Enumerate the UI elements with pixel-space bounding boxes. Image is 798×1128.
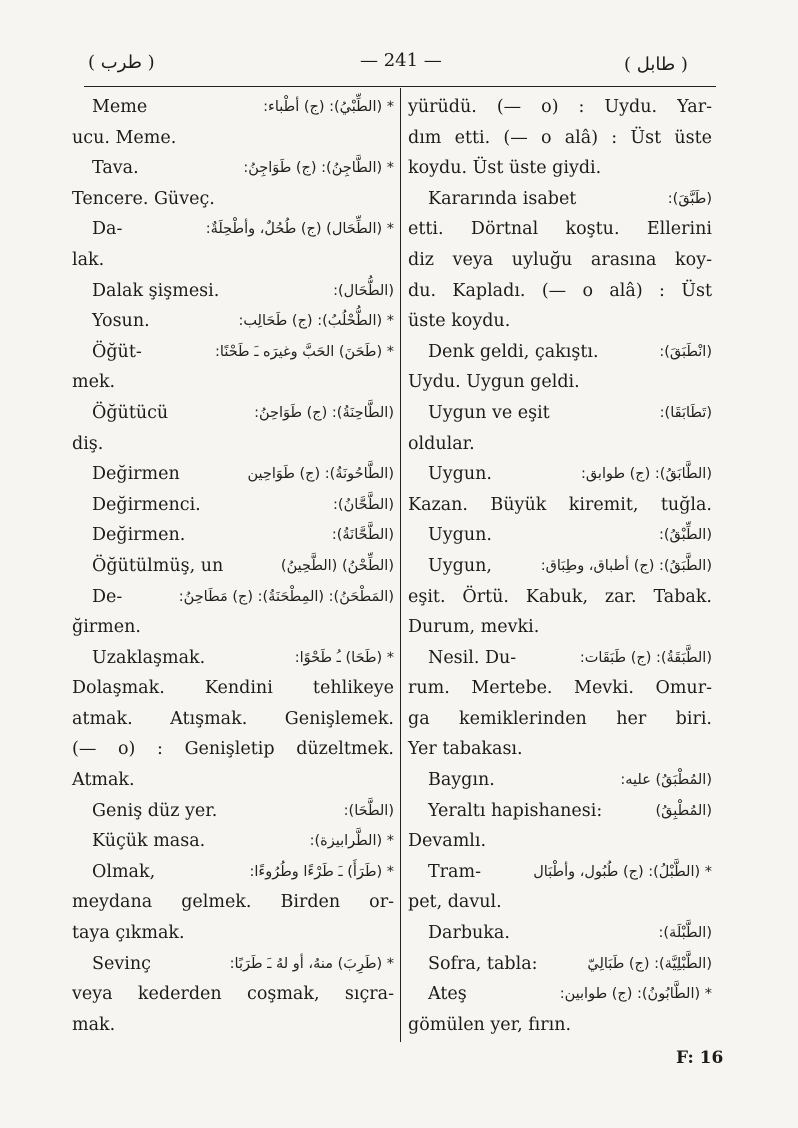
turkish-text: Meme [92, 97, 148, 117]
dictionary-line [72, 337, 394, 368]
turkish-text: Atmak. [72, 770, 135, 791]
dictionary-line [72, 429, 394, 460]
turkish-text: Değirmen. [92, 525, 186, 546]
arabic-headword: * (الطِّحَال) (ج) طُحُلٌ، وأطْحِلَةٌ: [205, 221, 394, 238]
turkish-text: Değirmen [92, 464, 180, 485]
turkish-text: Öğüt- [92, 341, 142, 362]
turkish-text: Uygun ve eşit [428, 402, 550, 423]
turkish-text: veya kederden coşmak, sıçra- [72, 984, 394, 1005]
arabic-headword: (طَبَّقَ): [667, 190, 712, 207]
dictionary-line [408, 276, 712, 307]
arabic-headword: (الطُّحَال): [333, 282, 394, 299]
turkish-text: Denk geldi, çakıştı. [428, 341, 599, 362]
turkish-text: Dolaşmak. Kendini tehlikeye [72, 678, 394, 699]
turkish-text: Yer tabakası. [408, 739, 523, 760]
dictionary-line [72, 367, 394, 398]
dictionary-line [72, 490, 394, 521]
dictionary-line [408, 612, 712, 643]
turkish-text: rum. Mertebe. Mevki. Omur- [408, 678, 712, 699]
turkish-text: eşit. Örtü. Kabuk, zar. Tabak. [408, 586, 712, 607]
dictionary-line [72, 857, 394, 888]
turkish-text: Kazan. Büyük kiremit, tuğla. [408, 494, 712, 515]
arabic-headword: * (الطَّابُونُ): (ج) طوابين: [559, 986, 712, 1003]
turkish-text: du. Kapladı. (— o alâ) : Üst [408, 280, 712, 301]
left-column [72, 92, 394, 1040]
dictionary-line [408, 826, 712, 857]
dictionary-line [408, 887, 712, 918]
turkish-text: Uzaklaşmak. [92, 647, 206, 668]
turkish-text: Baygın. [428, 770, 495, 791]
arabic-headword: (الطَّاحُونَةُ): (ج) طَوَاحِين [247, 466, 394, 483]
printer-signature: F: 16 [676, 1048, 724, 1068]
dictionary-line [72, 459, 394, 490]
page-header [0, 48, 798, 78]
turkish-text: Darbuka. [428, 923, 510, 944]
arabic-headword: (المُطْبَقُ) عليه: [620, 772, 712, 789]
dictionary-line [72, 245, 394, 276]
dictionary-line [72, 887, 394, 918]
turkish-text: Ateş [428, 984, 467, 1005]
turkish-text: Durum, mevki. [408, 617, 540, 638]
dictionary-line [72, 123, 394, 154]
dictionary-line [72, 92, 394, 123]
dictionary-line [72, 949, 394, 980]
dictionary-line [408, 918, 712, 949]
arabic-headword: (الطَّحَّانُ): [333, 496, 394, 513]
turkish-text: Dalak şişmesi. [92, 280, 220, 301]
dictionary-line [408, 306, 712, 337]
dictionary-line [408, 214, 712, 245]
dictionary-line [72, 520, 394, 551]
turkish-text: etti. Dörtnal koştu. Ellerini [408, 219, 712, 240]
turkish-text: mak. [72, 1014, 116, 1035]
arabic-headword: * (طَحَا) ـُ طَحْوًا: [294, 649, 394, 666]
turkish-text: Sofra, tabla: [428, 953, 538, 974]
dictionary-line [72, 734, 394, 765]
turkish-text: gömülen yer, fırın. [408, 1014, 572, 1035]
dictionary-line [72, 184, 394, 215]
turkish-text: ga kemiklerinden her biri. [408, 708, 712, 729]
turkish-text: diş. [72, 433, 104, 454]
turkish-text: De- [92, 586, 123, 607]
arabic-headword: * (الطُّحْلُبُ): (ج) طَحَالِب: [238, 313, 394, 330]
turkish-text: Öğütücü [92, 402, 169, 423]
dictionary-line [72, 918, 394, 949]
page-number: — 241 — [360, 50, 442, 71]
dictionary-line [408, 459, 712, 490]
dictionary-line [72, 276, 394, 307]
dictionary-line [408, 949, 712, 980]
dictionary-line [72, 306, 394, 337]
turkish-text: atmak. Atışmak. Genişlemek. [72, 708, 394, 729]
turkish-text: ğirmen. [72, 617, 141, 638]
turkish-text: üste koydu. [408, 311, 511, 332]
turkish-text: yürüdü. (— o) : Uydu. Yar- [408, 97, 712, 117]
dictionary-line [408, 796, 712, 827]
dictionary-line [408, 673, 712, 704]
arabic-headword: (الطَّحَّانَةُ): [331, 527, 394, 544]
dictionary-line [72, 765, 394, 796]
arabic-headword: * (طَرِبَ) منهُ، أو لهُ ـَ طَرَبًا: [229, 955, 394, 972]
arabic-headword: (الطَّبْلَة): [658, 925, 712, 942]
turkish-text: Uydu. Uygun geldi. [408, 372, 580, 393]
dictionary-line [72, 153, 394, 184]
turkish-text: lak. [72, 249, 105, 270]
turkish-text: ucu. Meme. [72, 127, 177, 148]
dictionary-line [408, 857, 712, 888]
turkish-text: taya çıkmak. [72, 923, 185, 944]
dictionary-line [408, 123, 712, 154]
dictionary-line [408, 398, 712, 429]
dictionary-line [408, 765, 712, 796]
dictionary-line [408, 490, 712, 521]
dictionary-line [72, 398, 394, 429]
dictionary-line [72, 582, 394, 613]
arabic-headword: * (الطَّرابيزة): [309, 833, 394, 850]
dictionary-line [408, 643, 712, 674]
turkish-text: Öğütülmüş, un [92, 555, 224, 576]
dictionary-line [408, 520, 712, 551]
turkish-text: Tava. [92, 158, 139, 179]
arabic-headword: (الطَّحَا): [343, 802, 394, 819]
header-left-keyword: ( طرب ) [88, 52, 155, 73]
turkish-text: mek. [72, 372, 116, 393]
header-right-keyword: ( طابل ) [624, 54, 688, 75]
dictionary-line [72, 796, 394, 827]
arabic-headword: (المَطْحَنُ): (المِطْحَنَةُ): (ج) مَطَاحِنُ: [178, 588, 394, 605]
turkish-text: Uygun. [428, 464, 492, 485]
turkish-text: Olmak, [92, 861, 156, 882]
turkish-text: Yosun. [92, 311, 150, 332]
turkish-text: Devamlı. [408, 831, 487, 852]
dictionary-line [72, 704, 394, 735]
dictionary-line [408, 582, 712, 613]
turkish-text: Yeraltı hapishanesi: [428, 800, 603, 821]
dictionary-line [408, 367, 712, 398]
arabic-headword: (المُطْبِقُ) [655, 802, 712, 819]
dictionary-line [72, 551, 394, 582]
dictionary-line [72, 643, 394, 674]
turkish-text: koydu. Üst üste giydi. [408, 158, 602, 179]
arabic-headword: * (طَحَنَ) الحَبَّ وغيرَه ـَ طَحْنًا: [215, 343, 394, 360]
dictionary-line [72, 214, 394, 245]
dictionary-line [72, 1010, 394, 1041]
dictionary-line [408, 551, 712, 582]
dictionary-line [408, 92, 712, 123]
dictionary-line [408, 245, 712, 276]
arabic-headword: * (الطَّبْلُ): (ج) طُبُول، وأطْبَال [533, 863, 712, 880]
arabic-headword: * (الطِّبْيُ): (ج) أطْباء: [263, 99, 394, 115]
arabic-headword: (الطَّابَقُ): (ج) طوابق: [580, 466, 712, 483]
dictionary-line [408, 184, 712, 215]
arabic-headword: (الطِّحْنُ) (الطَّحِينُ) [280, 557, 394, 574]
turkish-text: oldular. [408, 433, 475, 454]
arabic-headword: (الطِّبْقُ): [658, 527, 712, 544]
turkish-text: dım etti. (— o alâ) : Üst üste [408, 127, 712, 148]
turkish-text: Tram- [428, 861, 481, 882]
dictionary-line [408, 979, 712, 1010]
arabic-headword: * (الطَّاجِنُ): (ج) طَوَاجِنُ: [243, 160, 394, 177]
turkish-text: pet, davul. [408, 892, 502, 913]
turkish-text: diz veya uyluğu arasına koy- [408, 249, 712, 270]
dictionary-line [408, 1010, 712, 1041]
dictionary-line [72, 826, 394, 857]
arabic-headword: (انْطَبَقَ): [659, 343, 712, 360]
dictionary-line [408, 429, 712, 460]
turkish-text: Uygun, [428, 555, 492, 576]
turkish-text: Uygun. [428, 525, 492, 546]
dictionary-line [72, 673, 394, 704]
dictionary-line [408, 337, 712, 368]
arabic-headword: (الطَّبَقُ): (ج) أطباق، وطِبَاق: [540, 557, 712, 574]
dictionary-line [72, 612, 394, 643]
column-divider [400, 88, 401, 1042]
turkish-text: Da- [92, 219, 123, 240]
turkish-text: Kararında isabet [428, 188, 577, 209]
turkish-text: (— o) : Genişletip düzeltmek. [72, 739, 394, 760]
turkish-text: meydana gelmek. Birden or- [72, 892, 394, 913]
turkish-text: Geniş düz yer. [92, 800, 218, 821]
turkish-text: Değirmenci. [92, 494, 201, 515]
dictionary-line [72, 979, 394, 1010]
right-column [408, 92, 712, 1040]
turkish-text: Sevinç [92, 953, 151, 974]
turkish-text: Küçük masa. [92, 831, 206, 852]
arabic-headword: (تَطَابَقَا): [659, 404, 712, 421]
arabic-headword: (الطَّبَقَةُ): (ج) طَبَقَات: [579, 649, 712, 666]
dictionary-line [408, 734, 712, 765]
dictionary-line [408, 704, 712, 735]
arabic-headword: * (طَرَأَ) ـَ طَرْءًا وطُرُوءًا: [249, 863, 394, 880]
arabic-headword: (الطَّبْلِيَّة): (ج) طَبَالِيّ [587, 955, 712, 972]
arabic-headword: (الطَّاحِنَةُ): (ج) طَوَاحِنُ: [254, 404, 394, 421]
dictionary-line [408, 153, 712, 184]
turkish-text: Tencere. Güveç. [72, 188, 215, 209]
header-rule [84, 86, 716, 87]
turkish-text: Nesil. Du- [428, 647, 517, 668]
